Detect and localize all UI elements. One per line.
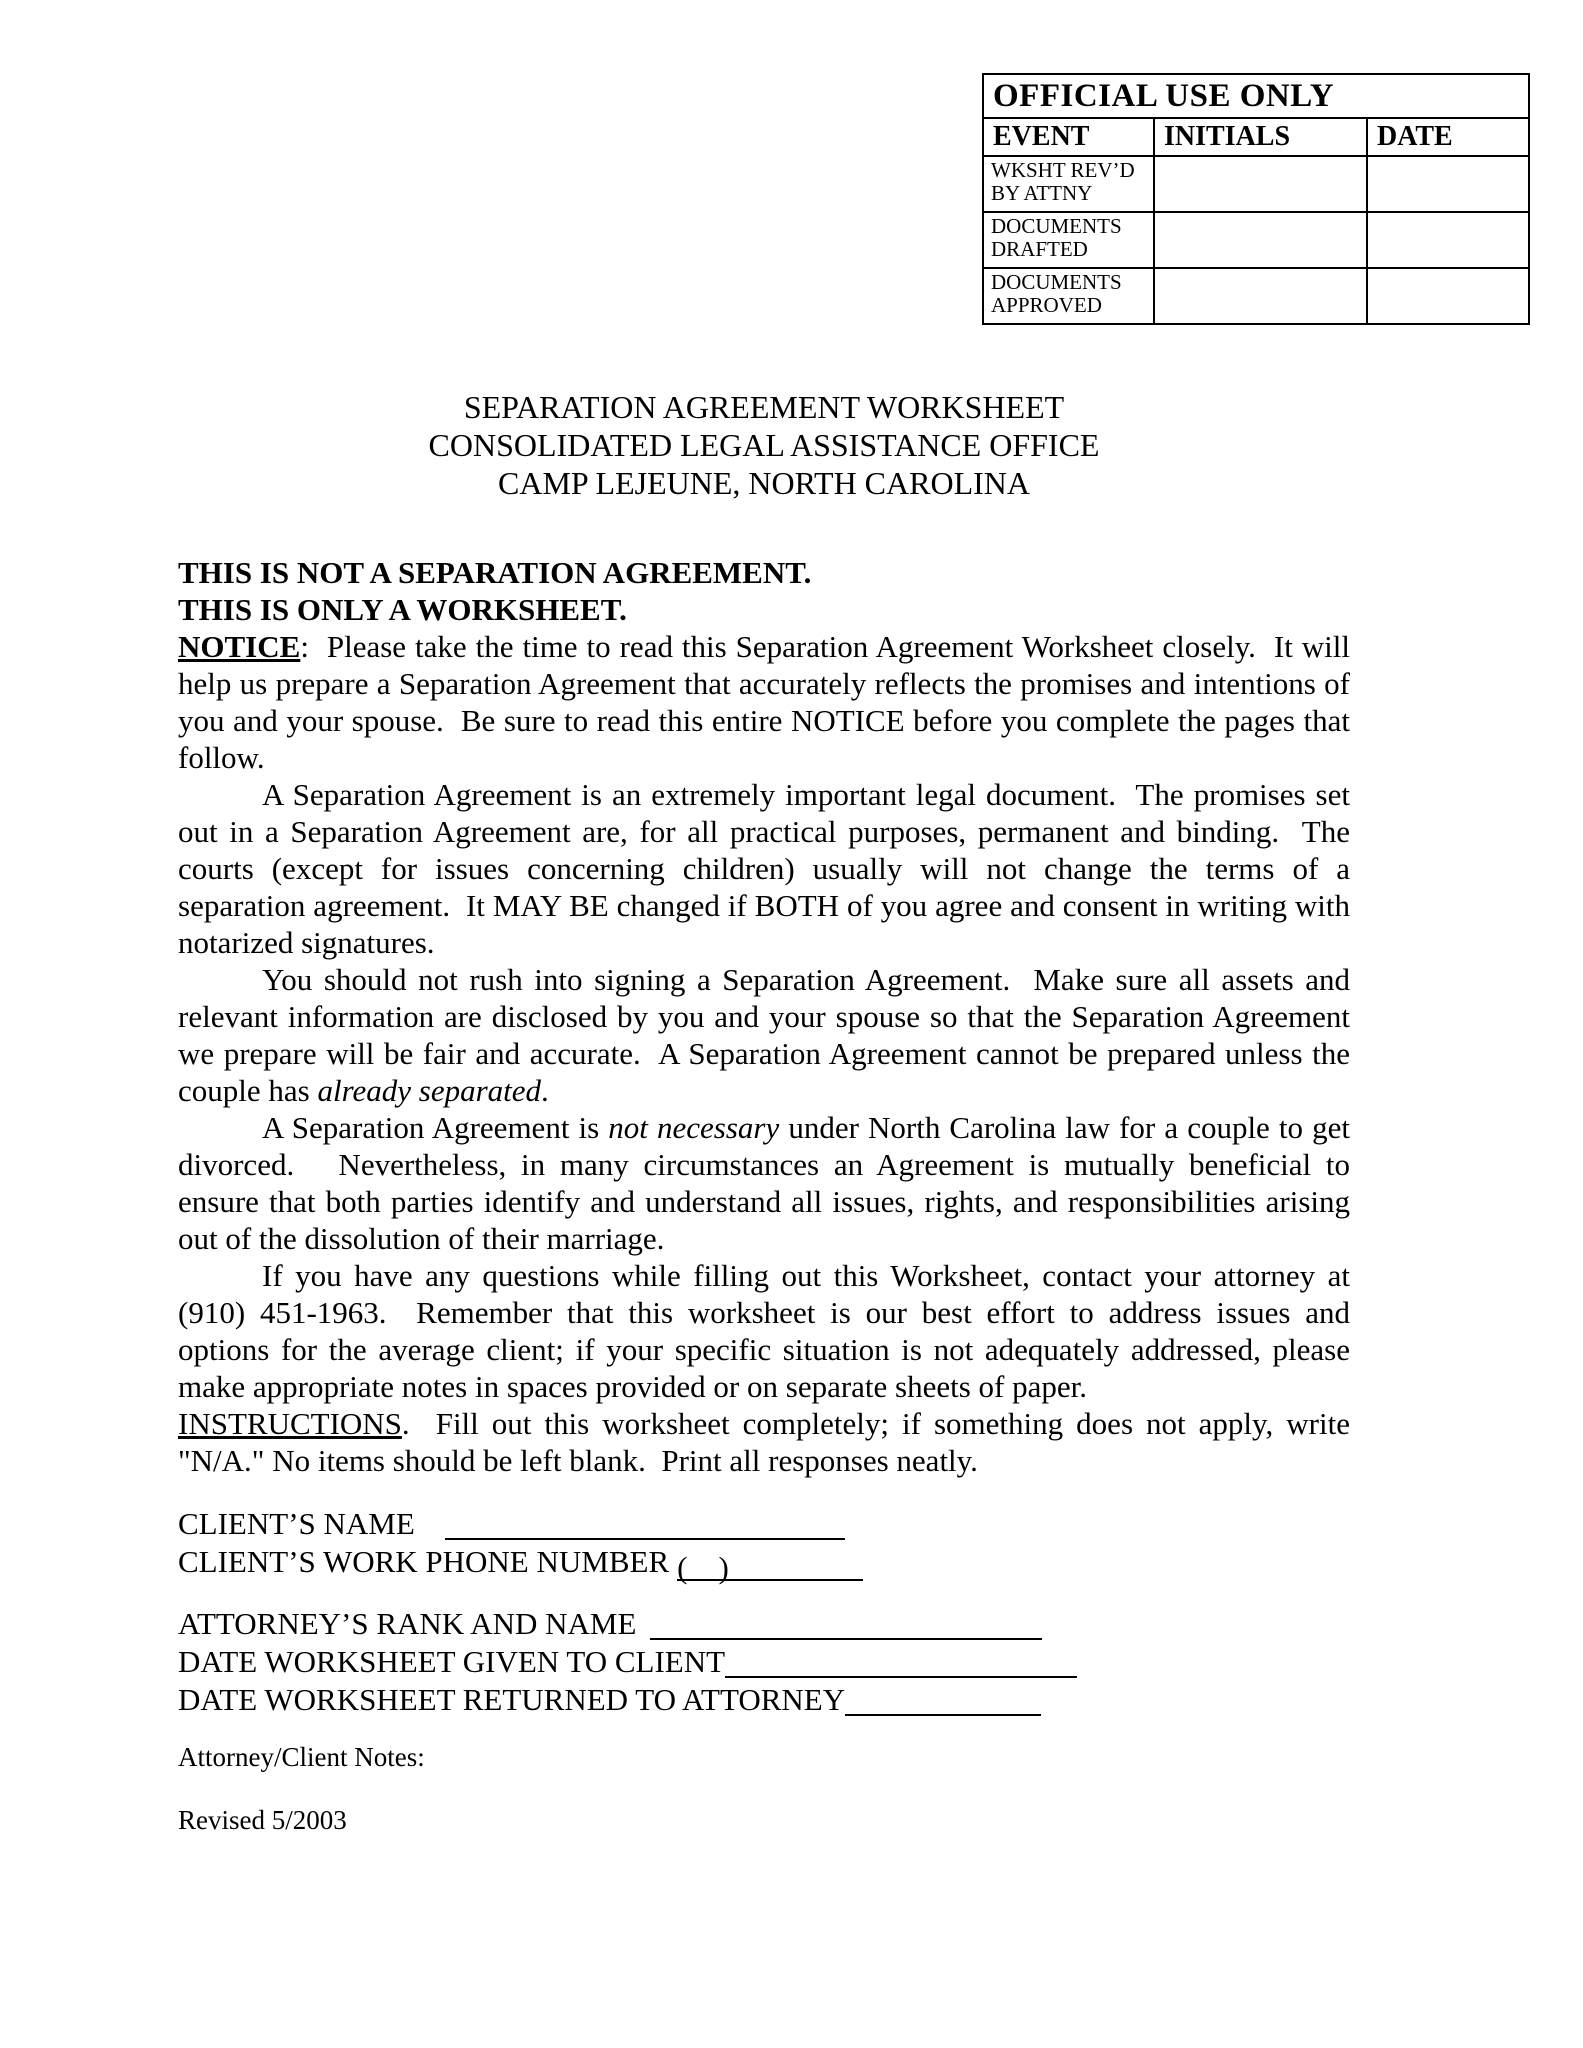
paragraph-text: . bbox=[541, 1073, 549, 1108]
initials-cell-row1[interactable] bbox=[1154, 156, 1367, 212]
date-given-label: DATE WORKSHEET GIVEN TO CLIENT bbox=[178, 1644, 726, 1679]
column-header-event: EVENT bbox=[983, 118, 1154, 156]
attorney-rank-label: ATTORNEY’S RANK AND NAME bbox=[178, 1606, 637, 1641]
date-cell-row3[interactable] bbox=[1367, 268, 1529, 324]
attorney-rank-field[interactable] bbox=[650, 1608, 1042, 1640]
date-given-row bbox=[178, 1643, 1350, 1681]
client-name-field[interactable] bbox=[445, 1508, 845, 1540]
client-fields bbox=[178, 1505, 1350, 1585]
attorney-rank-row bbox=[178, 1605, 1350, 1643]
date-cell-row2[interactable] bbox=[1367, 212, 1529, 268]
attorney-fields bbox=[178, 1605, 1350, 1719]
table-row bbox=[983, 156, 1529, 212]
warning-block bbox=[178, 554, 1350, 628]
date-cell-row1[interactable] bbox=[1367, 156, 1529, 212]
event-label-documents-drafted: DOCUMENTS DRAFTED bbox=[983, 212, 1154, 268]
client-name-row bbox=[178, 1505, 1350, 1543]
client-name-label: CLIENT’S NAME bbox=[178, 1506, 415, 1541]
paragraph-text: If you have any questions while filling out this Worksheet, contact your attorney at (910) 451-1963. Remember that this worksheet is our best effort to address issues and options for the average client; if your specific situation is not adequately addressed, please make appropriate notes in spaces provided or on separate sheets of paper. bbox=[178, 1258, 1358, 1404]
attorney-client-notes-label: Attorney/Client Notes: bbox=[178, 1742, 425, 1772]
table-row bbox=[983, 212, 1529, 268]
notice-paragraph bbox=[178, 628, 1358, 776]
warning-line-1: THIS IS NOT A SEPARATION AGREEMENT. bbox=[178, 555, 812, 590]
revision-date: Revised 5/2003 bbox=[178, 1805, 347, 1835]
column-header-initials: INITIALS bbox=[1154, 118, 1367, 156]
official-use-table bbox=[982, 73, 1530, 325]
client-phone-label: CLIENT’S WORK PHONE NUMBER bbox=[178, 1544, 670, 1579]
warning-line-2: THIS IS ONLY A WORKSHEET. bbox=[178, 592, 627, 627]
initials-cell-row3[interactable] bbox=[1154, 268, 1367, 324]
client-phone-row bbox=[178, 1543, 1350, 1585]
client-phone-field[interactable]: ( ) bbox=[677, 1549, 863, 1581]
table-row bbox=[983, 268, 1529, 324]
document-body bbox=[178, 388, 1358, 1864]
italic-phrase-not-necessary: not necessary bbox=[608, 1110, 780, 1145]
instructions-label: INSTRUCTIONS bbox=[178, 1406, 402, 1441]
instructions-paragraph bbox=[178, 1405, 1358, 1479]
event-label-documents-approved: DOCUMENTS APPROVED bbox=[983, 268, 1154, 324]
instructions-text: . Fill out this worksheet completely; if something does not apply, write "N/A." No items should be left blank. Print all responses neatly. bbox=[178, 1406, 1358, 1478]
paragraph-do-not-rush bbox=[178, 961, 1358, 1109]
paragraph-text: A Separation Agreement is an extremely important legal document. The promises set out in a Separation Agreement are, for all practical purposes, permanent and binding. The courts (except for issues concerning children) usually will not change the terms of a separation agreement. It MAY BE changed if BOTH of you agree and consent in writing with notarized signatures. bbox=[178, 777, 1358, 960]
paragraph-text: under North Carolina law for a couple to get divorced. Nevertheless, in many circumstances an Agreement is mutually beneficial to ensure that both parties identify and understand all issues, rights, and responsibilities arising out of the dissolution of their marriage. bbox=[178, 1110, 1358, 1256]
paragraph-text: You should not rush into signing a Separation Agreement. Make sure all assets and relevant information are disclosed by you and your spouse so that the Separation Agreement we prepare will be fair and accurate. A Separation Agreement cannot be prepared unless the couple has bbox=[178, 962, 1358, 1108]
paragraph-questions bbox=[178, 1257, 1358, 1405]
column-header-date: DATE bbox=[1367, 118, 1529, 156]
paragraph-not-necessary bbox=[178, 1109, 1358, 1257]
date-returned-label: DATE WORKSHEET RETURNED TO ATTORNEY bbox=[178, 1682, 846, 1717]
notice-label: NOTICE bbox=[178, 629, 301, 664]
date-returned-row bbox=[178, 1681, 1350, 1719]
notice-text: : Please take the time to read this Separation Agreement Worksheet closely. It will help us prepare a Separation Agreement that accurately reflects the promises and intentions of you and your spouse. Be sure to read this entire NOTICE before you complete the pages that follow. bbox=[178, 629, 1358, 775]
paragraph-important-document bbox=[178, 776, 1358, 961]
title-line-1: SEPARATION AGREEMENT WORKSHEET bbox=[463, 389, 1065, 425]
title-line-3: CAMP LEJEUNE, NORTH CAROLINA bbox=[498, 465, 1030, 501]
date-returned-field[interactable] bbox=[845, 1684, 1041, 1716]
page-title bbox=[178, 388, 1350, 502]
italic-phrase-already-separated: already separated bbox=[317, 1073, 542, 1108]
initials-cell-row2[interactable] bbox=[1154, 212, 1367, 268]
date-given-field[interactable] bbox=[725, 1646, 1077, 1678]
event-label-wksht-revd: WKSHT REV’D BY ATTNY bbox=[983, 156, 1154, 212]
paragraph-text: A Separation Agreement is bbox=[262, 1110, 609, 1145]
official-use-title: OFFICIAL USE ONLY bbox=[983, 74, 1529, 118]
title-line-2: CONSOLIDATED LEGAL ASSISTANCE OFFICE bbox=[428, 427, 1100, 463]
